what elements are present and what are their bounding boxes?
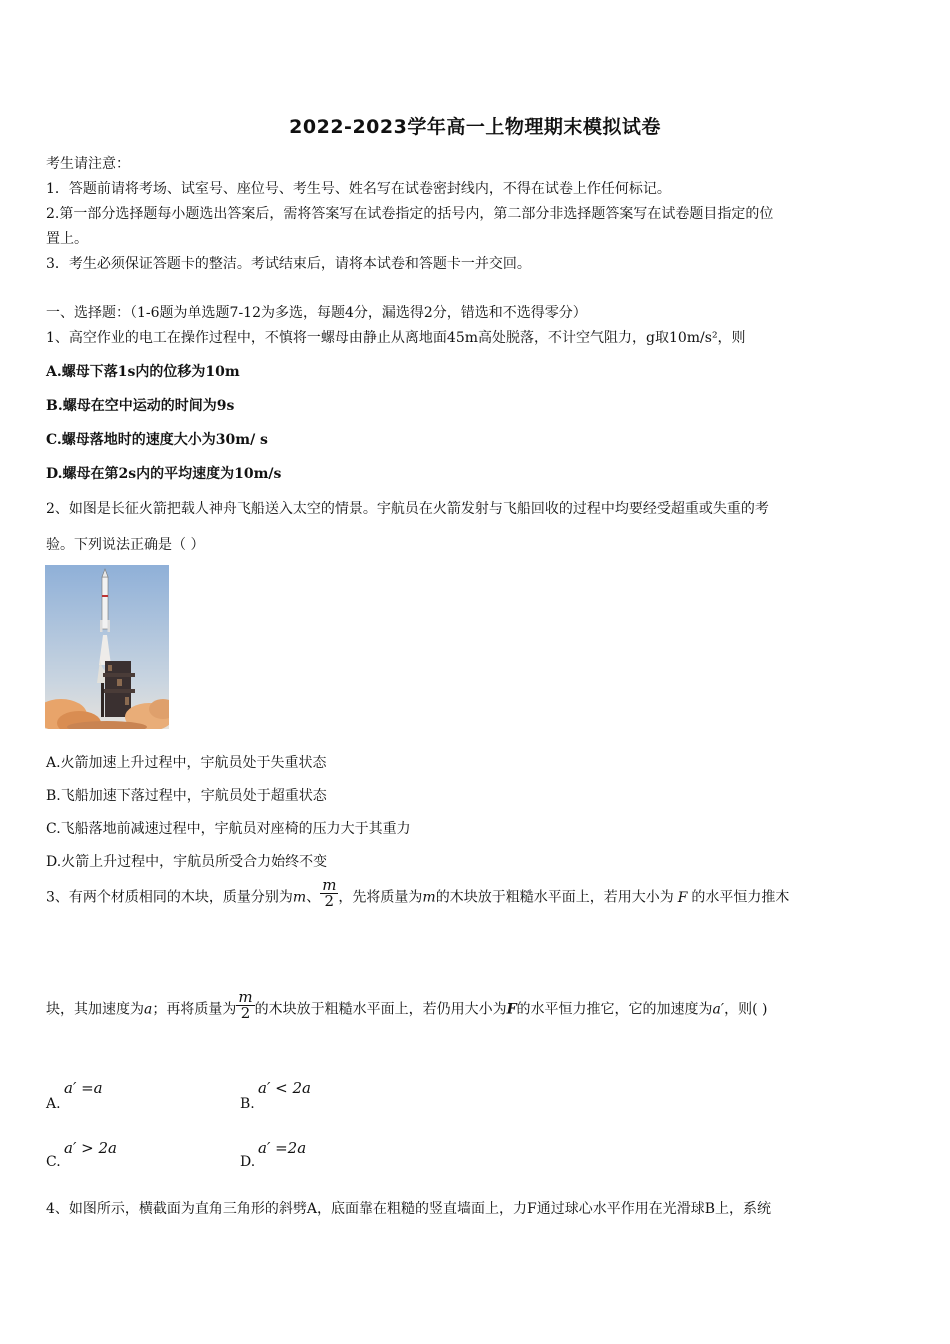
q3-accel-a: a — [144, 1001, 153, 1018]
page-title: 2022-2023学年高一上物理期末模拟试卷 — [289, 116, 661, 138]
q3-option-b-expr: a′ < 2a — [258, 1079, 311, 1097]
q2-option-b: B.飞船加速下落过程中，宇航员处于超重状态 — [46, 788, 327, 804]
q1-option-a: A.螺母下落1s内的位移为10m — [46, 364, 240, 380]
q3-force-F-bold: F — [506, 1001, 517, 1018]
q3-stem-line1 — [46, 876, 790, 910]
q3-text-1b: ，先将质量为 — [338, 889, 423, 906]
q2-stem-line2: 验。下列说法正确是（ ） — [46, 537, 205, 553]
q3-text-2b: ；再将质量为 — [152, 1001, 237, 1018]
section-heading: 一、选择题：（1-6题为单选题7-12为多选，每题4分，漏选得2分，错选和不选得零分） — [46, 305, 587, 321]
q4-stem: 4、如图所示，横截面为直角三角形的斜劈A，底面靠在粗糙的竖直墙面上，力F通过球心水平作用在光滑球B上，系统 — [46, 1201, 772, 1217]
q3-force-F: F — [677, 889, 688, 906]
q1-option-d: D.螺母在第2s内的平均速度为10m/s — [46, 466, 282, 482]
q3-option-a-expr: a′ =a — [64, 1079, 103, 1097]
fraction-denominator: 2 — [320, 893, 338, 909]
q3-text-1d: 的水平恒力推木 — [691, 889, 790, 906]
q2-option-c: C.飞船落地前减速过程中，宇航员对座椅的压力大于其重力 — [46, 821, 411, 837]
q3-mass-m: m — [292, 889, 307, 906]
q3-text-2d: 的水平恒力推它，它的加速度为 — [516, 1001, 713, 1018]
q3-text-1c: 的木块放于粗糙水平面上，若用大小为 — [435, 889, 674, 906]
q3-mass-half-fraction-2 — [236, 990, 254, 1021]
fraction-denominator: 2 — [236, 1005, 254, 1021]
q3-text-2a: 块，其加速度为 — [46, 1001, 144, 1018]
q3-option-c-label: C. — [46, 1154, 61, 1170]
notice-item-2: 2.第一部分选择题每小题选出答案后，需将答案写在试卷指定的括号内，第二部分非选择题答案写在试卷题目指定的位 — [46, 206, 774, 222]
q1-option-c: C.螺母落地时的速度大小为30m/ s — [46, 432, 268, 448]
rocket-launch-photo — [45, 565, 169, 729]
q3-option-d-label: D. — [240, 1154, 256, 1170]
q2-stem-line1: 2、如图是长征火箭把载人神舟飞船送入太空的情景。宇航员在火箭发射与飞船回收的过程中均要经受超重或失重的考 — [46, 501, 769, 517]
q3-option-c-expr: a′ > 2a — [64, 1139, 117, 1157]
q3-stem-line2 — [46, 988, 768, 1022]
q1-stem: 1、高空作业的电工在操作过程中，不慎将一螺母由静止从离地面45m高处脱落，不计空气阻力，g取10m/s²，则 — [46, 330, 746, 346]
q2-option-d: D.火箭上升过程中，宇航员所受合力始终不变 — [46, 854, 328, 870]
q3-separator: 、 — [306, 889, 321, 906]
q3-option-b-label: B. — [240, 1096, 255, 1112]
notice-heading: 考生请注意： — [46, 156, 130, 172]
q3-text-1a: 3、有两个材质相同的木块，质量分别为 — [46, 889, 293, 906]
q3-text-2c: 的木块放于粗糙水平面上，若仍用大小为 — [254, 1001, 507, 1018]
q3-text-2e: ，则( ) — [724, 1001, 768, 1018]
fraction-numerator: m — [322, 876, 337, 894]
q2-option-a: A.火箭加速上升过程中，宇航员处于失重状态 — [46, 755, 327, 771]
notice-item-1: 1．答题前请将考场、试室号、座位号、考生号、姓名写在试卷密封线内，不得在试卷上作任何标记。 — [46, 181, 671, 197]
q3-accel-a-prime: a′ — [712, 1001, 725, 1018]
notice-item-3: 3．考生必须保证答题卡的整洁。考试结束后，请将本试卷和答题卡一并交回。 — [46, 256, 531, 272]
notice-item-2-cont: 置上。 — [46, 231, 88, 247]
q3-option-d-expr: a′ =2a — [258, 1139, 307, 1157]
q3-option-a-label: A. — [46, 1096, 61, 1112]
fraction-numerator: m — [238, 988, 253, 1006]
q3-mass-half-fraction — [320, 878, 338, 909]
q1-option-b: B.螺母在空中运动的时间为9s — [46, 398, 235, 414]
q3-mass-m-2: m — [422, 889, 436, 906]
